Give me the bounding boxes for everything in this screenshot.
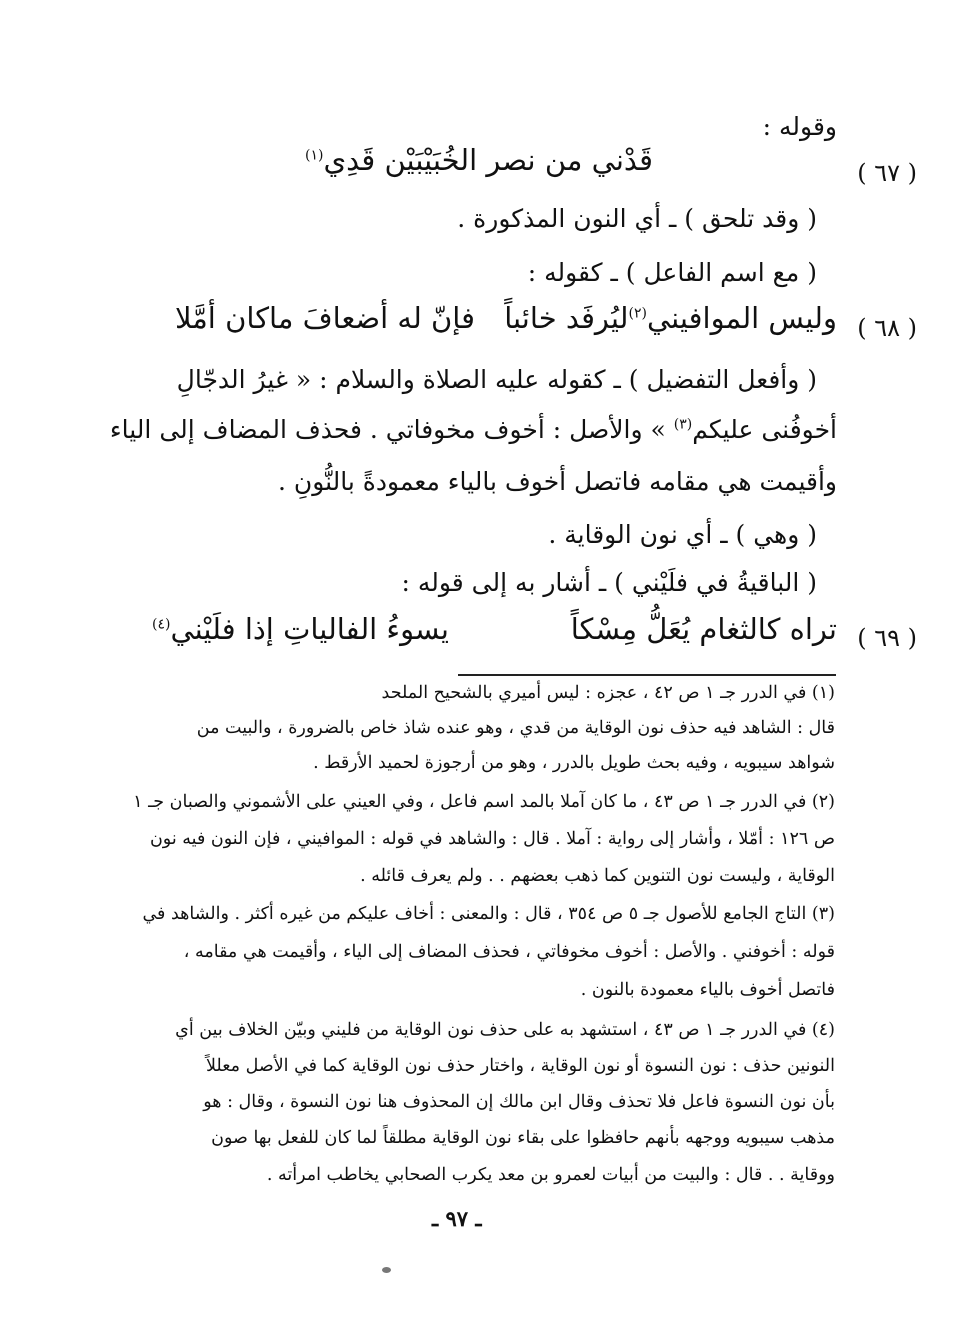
paragraph-afal-line-2: أخوفُنى عليكم$^{(٣)}$ » والأصل : أخوف مخوفاتي . فحذف المضاف إلى الياء [109,415,837,444]
footnote-3-line-2: قوله : أخوفني . والأصل : أخوف مخوفاتي ، فحذف المضاف إلى الياء ، وأقيمت هي مقامه ، [183,942,835,962]
footnote-separator [458,674,836,676]
page-number: ـ ٩٧ ـ [432,1206,482,1231]
line-al-baqiya: ( الباقيةُ في فلَيْني ) ـ أشار به إلى قوله : [401,568,817,597]
line-wa-qad-talhaq: ( وقد تلحق ) ـ أي النون المذكورة . [457,204,817,233]
footnote-4-line-5: ووقاية . . قال : والبيت من أبيات لعمرو بن معد يكرب الصحابي يخاطب امرأته . [266,1165,835,1185]
footnote-1-line-1: (١) في الدرر جـ ١ ص ٤٢ ، عجزه : ليس أميري بالشحيح الملحد [381,683,835,703]
footnote-2-line-3: الوقاية ، وليست نون التنوين كما ذهب بعضهم . . ولم يعرف قائله . [360,866,835,886]
footnote-ref-3: (٣) [673,416,693,433]
verse-67-text: قَدْني من نصر الخُبَيْبَيْن قَدِي$^{(١)}$ [305,143,653,177]
footnote-ref-2: (٢) [628,305,647,322]
footnote-4-line-4: مذهب سيبويه ووجهه بأنهم حافظوا على بقاء نون الوقاية مطلقاً لما كان للفعل بها صون [211,1128,835,1148]
footnote-ref-1: (١) [305,147,324,164]
footnote-ref-4: (٤) [152,616,171,633]
footnote-4-line-2: النونين حذف : نون النسوة أو نون الوقاية ، واختار حذف نون الوقاية كما في الأصل معللاً [205,1056,835,1076]
verse-69-first-hemistich: تراه كالثغام يُعَلُّ مِسْكاً [570,612,837,646]
line-wa-hiya: ( وهي ) ـ أي نون الوقاية . [548,520,817,549]
paragraph-afal-line-1: ( وأفعل التفضيل ) ـ كقوله عليه الصلاة والسلام : « غيرُ الدجّالِ [176,365,817,394]
line-ism-al-fail: ( مع اسم الفاعل ) ـ كقوله : [527,258,817,287]
footnote-3-line-3: فاتصل أخوف بالياء معمودة بالنون . [580,980,835,1000]
paragraph-afal-line-3: وأقيمت هي مقامه فاتصل أخوف بالياء معمودةً بالنُّونِ . [277,467,837,496]
verse-68-first-hemistich: وليس الموافيني$^{(٢)}$ليُرفَد خائباً [504,301,837,335]
footnote-2-line-2: ص ١٢٦ : أمّلا ، وأشار إلى رواية : آملا . قال : والشاهد في قوله : الموافيني ، فإن النون فيه نون [149,829,835,849]
scan-speck [382,1267,391,1273]
verse-68-second-hemistich: فإنّ له أضعافَ ماكان أمَّلا [174,301,475,335]
footnote-4-line-1: (٤) في الدرر جـ ١ ص ٤٣ ، استشهد به على حذف نون الوقاية من فليني وبيّن الخلاف بين أي [175,1020,835,1040]
intro-line: وقوله : [762,112,837,141]
footnote-1-line-2: قال : الشاهد فيه حذف نون الوقاية من قدي ، وهو عنده شاذ خاص بالضرورة ، والبيت من [196,718,835,738]
verse-68-number: ( ٦٨ ) [857,314,917,342]
verse-67-number: ( ٦٧ ) [857,159,917,187]
footnote-2-line-1: (٢) في الدرر جـ ١ ص ٤٣ ، ما كان آملا بالمد اسم فاعل ، وفي العيني على الأشموني والصبان جـ ١ [133,792,835,812]
verse-69-second-hemistich: يسوءُ الفالياتِ إذا فلَيْني$^{(٤)}$ [152,612,449,646]
verse-69-number: ( ٦٩ ) [857,624,917,652]
footnote-4-line-3: بأن نون النسوة فاعل فلا تحذف وقال ابن مالك إن المحذوف هنا نون النسوة ، وقال : هو [203,1092,835,1112]
footnote-1-line-3: شواهد سيبويه ، وفيه بحث طويل بالدرر ، وهو من أرجوزة لحميد الأرقط . [313,753,835,773]
footnote-3-line-1: (٣) التاج الجامع للأصول جـ ٥ ص ٣٥٤ ، قال : والمعنى : أخاف عليكم من غيره أكثر . والشاهد في [142,904,835,924]
